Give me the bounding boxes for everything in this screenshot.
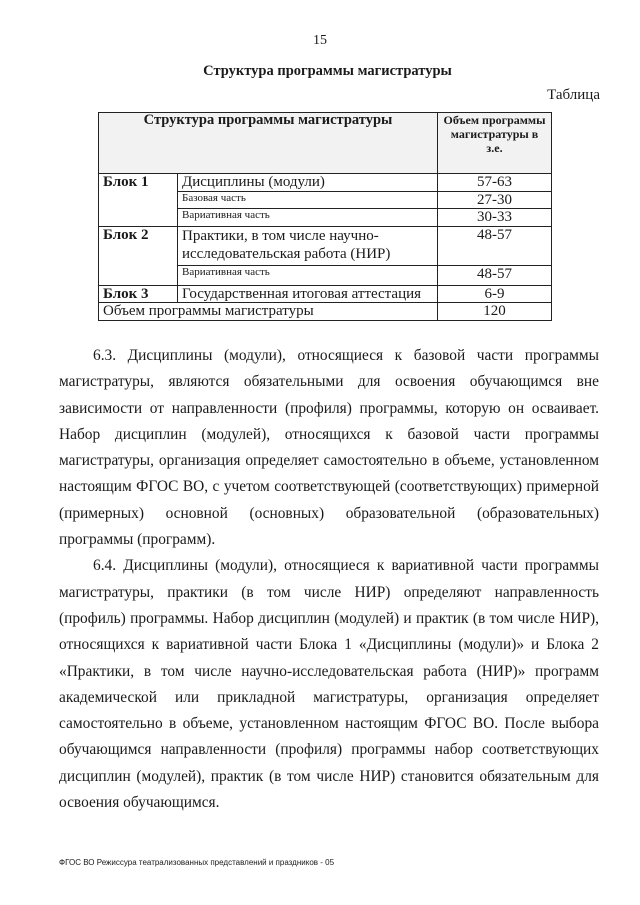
body-text [59, 343, 599, 816]
part-value: 30-33 [438, 209, 552, 227]
block-label: Блок 3 [99, 285, 178, 303]
part-name: Вариативная часть [178, 265, 438, 285]
footer: ФГОС ВО Режиссура театрализованных представлений и праздников - 05 [59, 858, 335, 867]
table-row-block3 [99, 285, 552, 303]
part-value: 48-57 [438, 265, 552, 285]
paragraph-6-4: 6.4. Дисциплины (модули), относящиеся к вариативной части программы магистратуры, практики (в том числе НИР) определяют направленность (профиль) программы. Набор дисциплин (модулей) и практик (в том числе НИР), относящихся к вариативной части Блока 1 «Дисциплины (модули)» и Блока 2 «Практики, в том числе научно-исследовательская работа (НИР)» программ академической или прикладной магистратуры, организация определяет самостоятельно в объеме, установленном настоящим ФГОС ВО. После выбора обучающимся направленности (профиля) программы набор соответствующих дисциплин (модулей), практик (в том числе НИР) становится обязательным для освоения обучающимся. [59, 557, 599, 812]
table-row-block2 [99, 226, 552, 265]
block-label: Блок 2 [99, 226, 178, 285]
block-value: 6-9 [438, 285, 552, 303]
block-name: Дисциплины (модули) [178, 174, 438, 192]
section-title: Структура программы магистратуры [203, 63, 452, 79]
header-structure: Структура программы магистратуры [99, 113, 438, 174]
block-value: 48-57 [438, 226, 552, 265]
block-name: Практики, в том числе научно-исследовательская работа (НИР) [178, 226, 438, 265]
table-row-total [99, 303, 552, 321]
block-name: Государственная итоговая аттестация [178, 285, 438, 303]
block-value: 57-63 [438, 174, 552, 192]
paragraph-6-3: 6.3. Дисциплины (модули), относящиеся к базовой части программы магистратуры, являются обязательными для освоения обучающимся вне зависимости от направленности (профиля) программы, которую он осваивает. Набор дисциплин (модулей), относящихся к базовой части программы магистратуры, организация определяет самостоятельно в объеме, установленном настоящим ФГОС ВО, с учетом соответствующей (соответствующих) примерной (примерных) основной (основных) образовательной (образовательных) программы (программ). [59, 347, 599, 549]
part-name: Базовая часть [178, 191, 438, 209]
page-number: 15 [313, 33, 327, 48]
table-header-row [99, 113, 552, 174]
total-value: 120 [438, 303, 552, 321]
table-caption: Таблица [547, 87, 600, 103]
table-row-block1 [99, 174, 552, 192]
part-name: Вариативная часть [178, 209, 438, 227]
program-structure-table [98, 112, 552, 321]
header-volume: Объем программы магистратуры в з.е. [438, 113, 552, 174]
part-value: 27-30 [438, 191, 552, 209]
total-label: Объем программы магистратуры [99, 303, 438, 321]
block-label: Блок 1 [99, 174, 178, 227]
